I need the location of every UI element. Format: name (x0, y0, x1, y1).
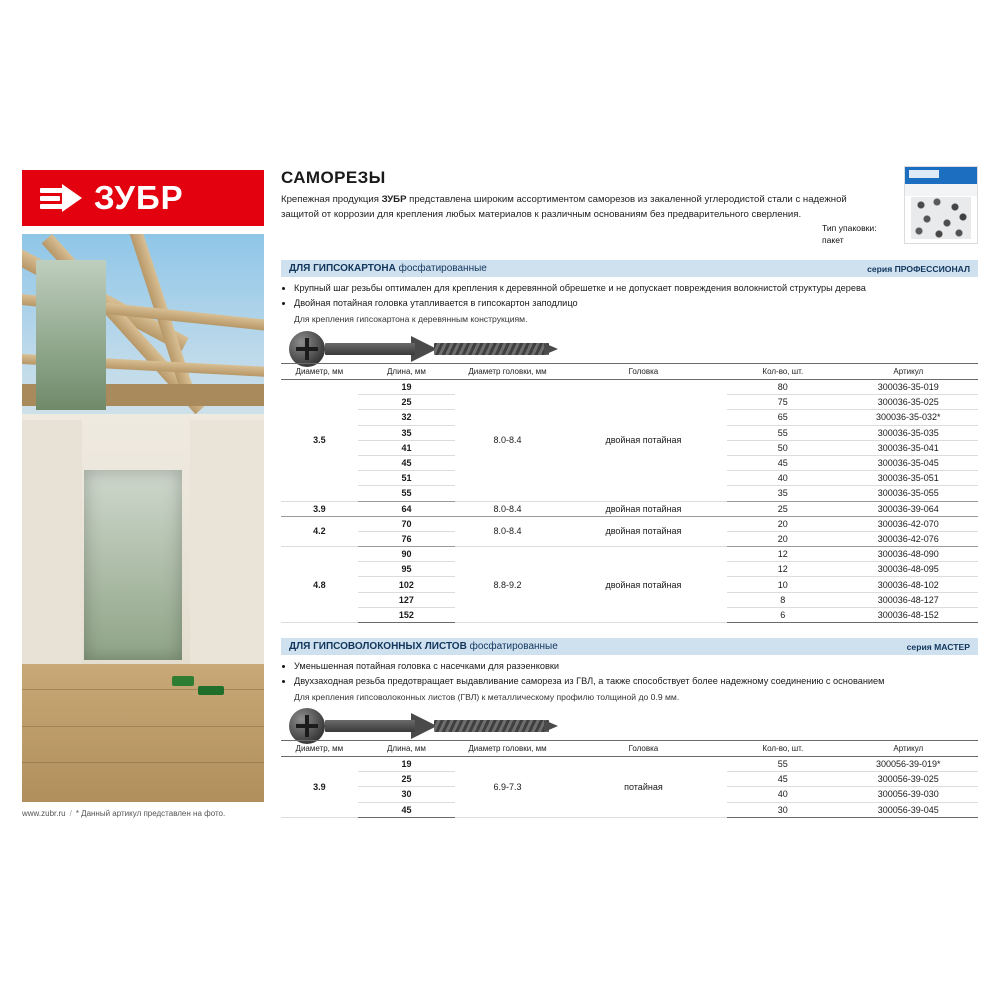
cell-article: 300036-35-025 (839, 395, 978, 410)
left-column (22, 170, 264, 818)
col-quantity: Кол-во, шт. (727, 364, 839, 380)
cell-article: 300056-39-019* (839, 757, 978, 772)
section-2-title: ДЛЯ ГИПСОВОЛОКОННЫХ ЛИСТОВ (289, 641, 467, 652)
cell-length: 64 (358, 501, 456, 516)
section-2-bullets (281, 659, 978, 704)
cell-quantity: 40 (727, 471, 839, 486)
cell-length: 76 (358, 531, 456, 546)
cell-quantity: 45 (727, 455, 839, 470)
section-1-title-wrap (289, 263, 487, 274)
cell-diameter: 4.8 (281, 547, 358, 623)
cell-diameter: 4.2 (281, 516, 358, 546)
section-bar-drywall (281, 260, 978, 277)
cell-article: 300036-48-090 (839, 547, 978, 562)
cell-quantity: 12 (727, 562, 839, 577)
package-label-block (822, 222, 900, 246)
intro-brand: ЗУБР (381, 194, 407, 205)
cell-article: 300036-35-032* (839, 410, 978, 425)
cell-head-type: двойная потайная (560, 516, 727, 546)
cell-quantity: 30 (727, 802, 839, 817)
spec-table-drywall (281, 363, 978, 623)
section-1-title-suffix: фосфатированные (395, 263, 487, 274)
list-item: • Крупный шаг резьбы оптимален для крепления к деревянной обрешетке и не допускает повреждения волокнистой структуры дерева (294, 281, 978, 295)
cell-length: 45 (358, 455, 456, 470)
cell-quantity: 25 (727, 501, 839, 516)
table-row (281, 516, 978, 531)
spec-table-gypsum-fiber (281, 740, 978, 818)
cell-quantity: 12 (727, 547, 839, 562)
section-2-title-wrap (289, 641, 558, 652)
cell-quantity: 20 (727, 516, 839, 531)
col-head: Головка (560, 741, 727, 757)
cell-quantity: 45 (727, 772, 839, 787)
table-row (281, 380, 978, 395)
cell-quantity: 55 (727, 425, 839, 440)
cell-length: 41 (358, 440, 456, 455)
cell-article: 300036-35-045 (839, 455, 978, 470)
cell-article: 300036-35-055 (839, 486, 978, 501)
screw-collar (325, 343, 415, 355)
screw-thread (434, 343, 549, 355)
cell-head-diameter: 8.0-8.4 (455, 501, 560, 516)
cell-length: 25 (358, 395, 456, 410)
section-1-note: Для крепления гипсокартона к деревянным конструкциям. (294, 314, 528, 324)
screw-tip (544, 343, 558, 355)
product-application-photo (22, 234, 264, 802)
cell-head-diameter: 6.9-7.3 (455, 757, 560, 818)
table-header-row (281, 741, 978, 757)
cell-length: 45 (358, 802, 456, 817)
cell-diameter: 3.9 (281, 501, 358, 516)
col-diameter: Диаметр, мм (281, 741, 358, 757)
section-2-title-suffix: фосфатированные (466, 641, 558, 652)
col-head-diameter: Диаметр головки, мм (455, 741, 560, 757)
section-1-series: серия ПРОФЕССИОНАЛ (867, 263, 970, 274)
cell-diameter: 3.9 (281, 757, 358, 818)
cell-length: 35 (358, 425, 456, 440)
page-title: САМОРЕЗЫ (281, 168, 386, 187)
section-bar-gypsum-fiber (281, 638, 978, 655)
col-head-diameter: Диаметр головки, мм (455, 364, 560, 380)
cell-length: 90 (358, 547, 456, 562)
cell-length: 19 (358, 757, 456, 772)
cell-quantity: 80 (727, 380, 839, 395)
cell-quantity: 8 (727, 592, 839, 607)
cell-quantity: 10 (727, 577, 839, 592)
list-item: • Уменьшенная потайная головка с насечками для разэенковки (294, 659, 978, 673)
package-image (904, 166, 978, 244)
cell-article: 300056-39-045 (839, 802, 978, 817)
cell-quantity: 65 (727, 410, 839, 425)
cell-article: 300036-39-064 (839, 501, 978, 516)
brand-logo-text: ЗУБР (94, 179, 184, 216)
cell-article: 300036-42-076 (839, 531, 978, 546)
table-row (281, 501, 978, 516)
website-link[interactable]: www.zubr.ru (22, 809, 66, 818)
col-article: Артикул (839, 364, 978, 380)
cell-quantity: 55 (727, 757, 839, 772)
cell-article: 300036-35-019 (839, 380, 978, 395)
screw-head-icon (289, 708, 325, 744)
list-item: • Двойная потайная головка утапливается в гипсокартон заподлицо (294, 296, 978, 310)
intro-paragraph (281, 193, 861, 222)
cell-length: 127 (358, 592, 456, 607)
col-length: Длина, мм (358, 364, 456, 380)
cell-quantity: 35 (727, 486, 839, 501)
cell-length: 102 (358, 577, 456, 592)
cell-article: 300036-48-095 (839, 562, 978, 577)
cell-quantity: 50 (727, 440, 839, 455)
caption-separator: / (69, 809, 72, 818)
footer-note: * Данный артикул представлен на фото. (75, 809, 226, 818)
section-1-title: ДЛЯ ГИПСОКАРТОНА (289, 263, 396, 274)
cell-length: 152 (358, 607, 456, 622)
cell-length: 95 (358, 562, 456, 577)
cell-head-diameter: 8.0-8.4 (455, 380, 560, 502)
col-head: Головка (560, 364, 727, 380)
section-2-note: Для крепления гипсоволоконных листов (ГВЛ) к металлическому профилю толщиной до 0.9 мм. (294, 692, 680, 702)
table-row (281, 757, 978, 772)
cell-article: 300036-42-070 (839, 516, 978, 531)
cell-length: 32 (358, 410, 456, 425)
list-item: • Двухзаходная резьба предотвращает выдавливание самореза из ГВЛ, а также способствует более надежному соединению с основанием (294, 674, 978, 688)
cell-article: 300036-35-035 (839, 425, 978, 440)
cell-article: 300036-48-102 (839, 577, 978, 592)
col-length: Длина, мм (358, 741, 456, 757)
col-article: Артикул (839, 741, 978, 757)
col-diameter: Диаметр, мм (281, 364, 358, 380)
cell-head-type: двойная потайная (560, 501, 727, 516)
cell-length: 70 (358, 516, 456, 531)
cell-length: 55 (358, 486, 456, 501)
cell-length: 19 (358, 380, 456, 395)
cell-length: 25 (358, 772, 456, 787)
cell-head-type: двойная потайная (560, 380, 727, 502)
cell-head-diameter: 8.0-8.4 (455, 516, 560, 546)
screw-thread (434, 720, 549, 732)
cell-article: 300036-48-127 (839, 592, 978, 607)
cell-quantity: 20 (727, 531, 839, 546)
footer-caption (22, 809, 264, 818)
col-quantity: Кол-во, шт. (727, 741, 839, 757)
cell-quantity: 40 (727, 787, 839, 802)
cell-head-diameter: 8.8-9.2 (455, 547, 560, 623)
intro-text-2: представлена широким ассортиментом саморезов из закаленной углеродистой стали с надежной защитой от коррозии для крепления любых материалов к различным основаниям без предварительного сверления. (281, 194, 847, 220)
cell-quantity: 75 (727, 395, 839, 410)
section-1-bullets (281, 281, 978, 326)
cell-article: 300036-35-051 (839, 471, 978, 486)
screw-collar (325, 720, 415, 732)
cell-length: 51 (358, 471, 456, 486)
screw-head-icon (289, 331, 325, 367)
arrow-icon (40, 180, 84, 216)
cell-length: 30 (358, 787, 456, 802)
package-label: Тип упаковки: (822, 223, 877, 233)
cell-diameter: 3.5 (281, 380, 358, 502)
cell-quantity: 6 (727, 607, 839, 622)
table-header-row (281, 364, 978, 380)
cell-article: 300056-39-025 (839, 772, 978, 787)
screw-tip (544, 720, 558, 732)
brand-logo (22, 170, 264, 226)
package-value: пакет (822, 235, 844, 245)
section-2-series: серия МАСТЕР (906, 641, 970, 652)
cell-head-type: двойная потайная (560, 547, 727, 623)
intro-text-1: Крепежная продукция (281, 194, 382, 205)
cell-article: 300036-35-041 (839, 440, 978, 455)
cell-head-type: потайная (560, 757, 727, 818)
cell-article: 300036-48-152 (839, 607, 978, 622)
table-row (281, 547, 978, 562)
cell-article: 300056-39-030 (839, 787, 978, 802)
